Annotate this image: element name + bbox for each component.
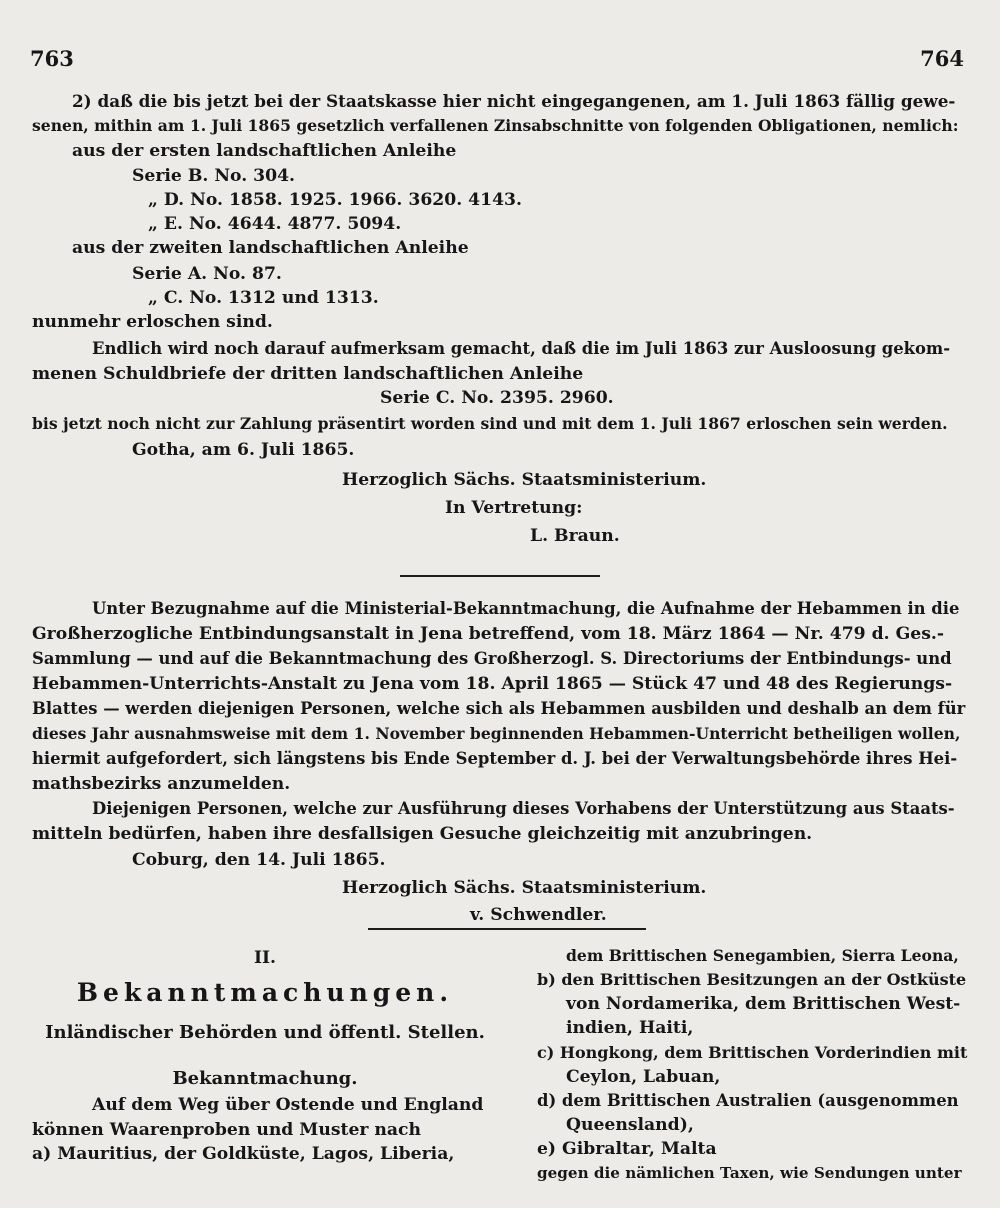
section-numeral: II.: [253, 948, 277, 968]
paragraph-line: a) Mauritius, der Goldküste, Lagos, Liberia,: [32, 1144, 455, 1164]
page-number-right: 764: [920, 46, 964, 71]
series-line: Serie A. No. 87.: [132, 264, 282, 284]
section-divider: [368, 928, 646, 930]
list-line: von Nordamerika, dem Brittischen West-: [566, 994, 961, 1014]
paragraph-line: senen, mithin am 1. Juli 1865 gesetzlich verfallenen Zinsabschnitte von folgenden Obligationen, nemlich:: [32, 116, 959, 135]
signature-name: v. Schwendler.: [470, 905, 607, 925]
list-line: e) Gibraltar, Malta: [537, 1139, 717, 1159]
section-divider: [400, 575, 600, 577]
paragraph-line: 2) daß die bis jetzt bei der Staatskasse hier nicht eingegangenen, am 1. Juli 1863 fällig gewe-: [72, 91, 956, 111]
signature-name: L. Braun.: [530, 526, 620, 546]
paragraph-line: Blattes — werden diejenigen Personen, welche sich als Hebammen ausbilden und deshalb an dem für: [32, 699, 966, 718]
signature-representation: In Vertretung:: [445, 498, 583, 518]
page-number-left: 763: [30, 46, 74, 71]
notice-title: Bekanntmachung.: [172, 1068, 358, 1089]
paragraph-line: dieses Jahr ausnahmsweise mit dem 1. November beginnenden Hebammen-Unterricht betheiligen wollen,: [32, 724, 961, 743]
series-line: Serie B. No. 304.: [132, 166, 296, 186]
series-line: „ E. No. 4644. 4877. 5094.: [148, 214, 402, 234]
list-line: dem Brittischen Senegambien, Sierra Leona,: [566, 946, 959, 965]
paragraph-line: mitteln bedürfen, haben ihre desfallsigen Gesuche gleichzeitig mit anzubringen.: [32, 824, 813, 844]
paragraph-line: bis jetzt noch nicht zur Zahlung präsentirt worden sind und mit dem 1. Juli 1867 erloschen sein werden.: [32, 414, 948, 433]
signature-ministry: Herzoglich Sächs. Staatsministerium.: [342, 470, 707, 490]
list-line: d) dem Brittischen Australien (ausgenommen: [537, 1091, 959, 1110]
paragraph-line: aus der zweiten landschaftlichen Anleihe: [72, 238, 469, 258]
list-line: indien, Haiti,: [566, 1018, 694, 1038]
paragraph-line: hiermit aufgefordert, sich längstens bis Ende September d. J. bei der Verwaltungsbehörde ihres Hei-: [32, 749, 958, 768]
paragraph-line: aus der ersten landschaftlichen Anleihe: [72, 141, 457, 161]
list-line: Ceylon, Labuan,: [566, 1067, 721, 1087]
date-line: Gotha, am 6. Juli 1865.: [132, 440, 355, 460]
paragraph-line: können Waarenproben und Muster nach: [32, 1120, 422, 1140]
paragraph-line: Auf dem Weg über Ostende und England: [92, 1095, 484, 1115]
list-line: Queensland),: [566, 1115, 694, 1135]
series-line: Serie C. No. 2395. 2960.: [380, 388, 614, 408]
date-line: Coburg, den 14. Juli 1865.: [132, 850, 386, 870]
paragraph-line: Unter Bezugnahme auf die Ministerial-Bekanntmachung, die Aufnahme der Hebammen in die: [92, 599, 960, 618]
series-line: „ D. No. 1858. 1925. 1966. 3620. 4143.: [148, 190, 523, 210]
paragraph-line: Großherzogliche Entbindungsanstalt in Jena betreffend, vom 18. März 1864 — Nr. 479 d. Ges.-: [32, 624, 945, 644]
paragraph-line: Hebammen-Unterrichts-Anstalt zu Jena vom 18. April 1865 — Stück 47 und 48 des Regierungs-: [32, 674, 953, 694]
section-subheading: Inländischer Behörden und öffentl. Stellen.: [45, 1022, 485, 1043]
signature-ministry: Herzoglich Sächs. Staatsministerium.: [342, 878, 707, 898]
paragraph-line: nunmehr erloschen sind.: [32, 312, 273, 332]
list-line: gegen die nämlichen Taxen, wie Sendungen unter: [537, 1164, 962, 1182]
list-line: b) den Brittischen Besitzungen an der Ostküste: [537, 970, 967, 989]
paragraph-line: Sammlung — und auf die Bekanntmachung des Großherzogl. S. Directoriums der Entbindungs- und: [32, 649, 952, 668]
paragraph-line: Endlich wird noch darauf aufmerksam gemacht, daß die im Juli 1863 zur Ausloosung gekom-: [92, 339, 951, 358]
paragraph-line: menen Schuldbriefe der dritten landschaftlichen Anleihe: [32, 364, 584, 384]
list-line: c) Hongkong, dem Brittischen Vorderindien mit: [537, 1043, 968, 1062]
section-heading: Bekanntmachungen.: [76, 978, 454, 1007]
series-line: „ C. No. 1312 und 1313.: [148, 288, 379, 308]
paragraph-line: mathsbezirks anzumelden.: [32, 774, 291, 794]
paragraph-line: Diejenigen Personen, welche zur Ausführung dieses Vorhabens der Unterstützung aus Staats-: [92, 799, 955, 818]
